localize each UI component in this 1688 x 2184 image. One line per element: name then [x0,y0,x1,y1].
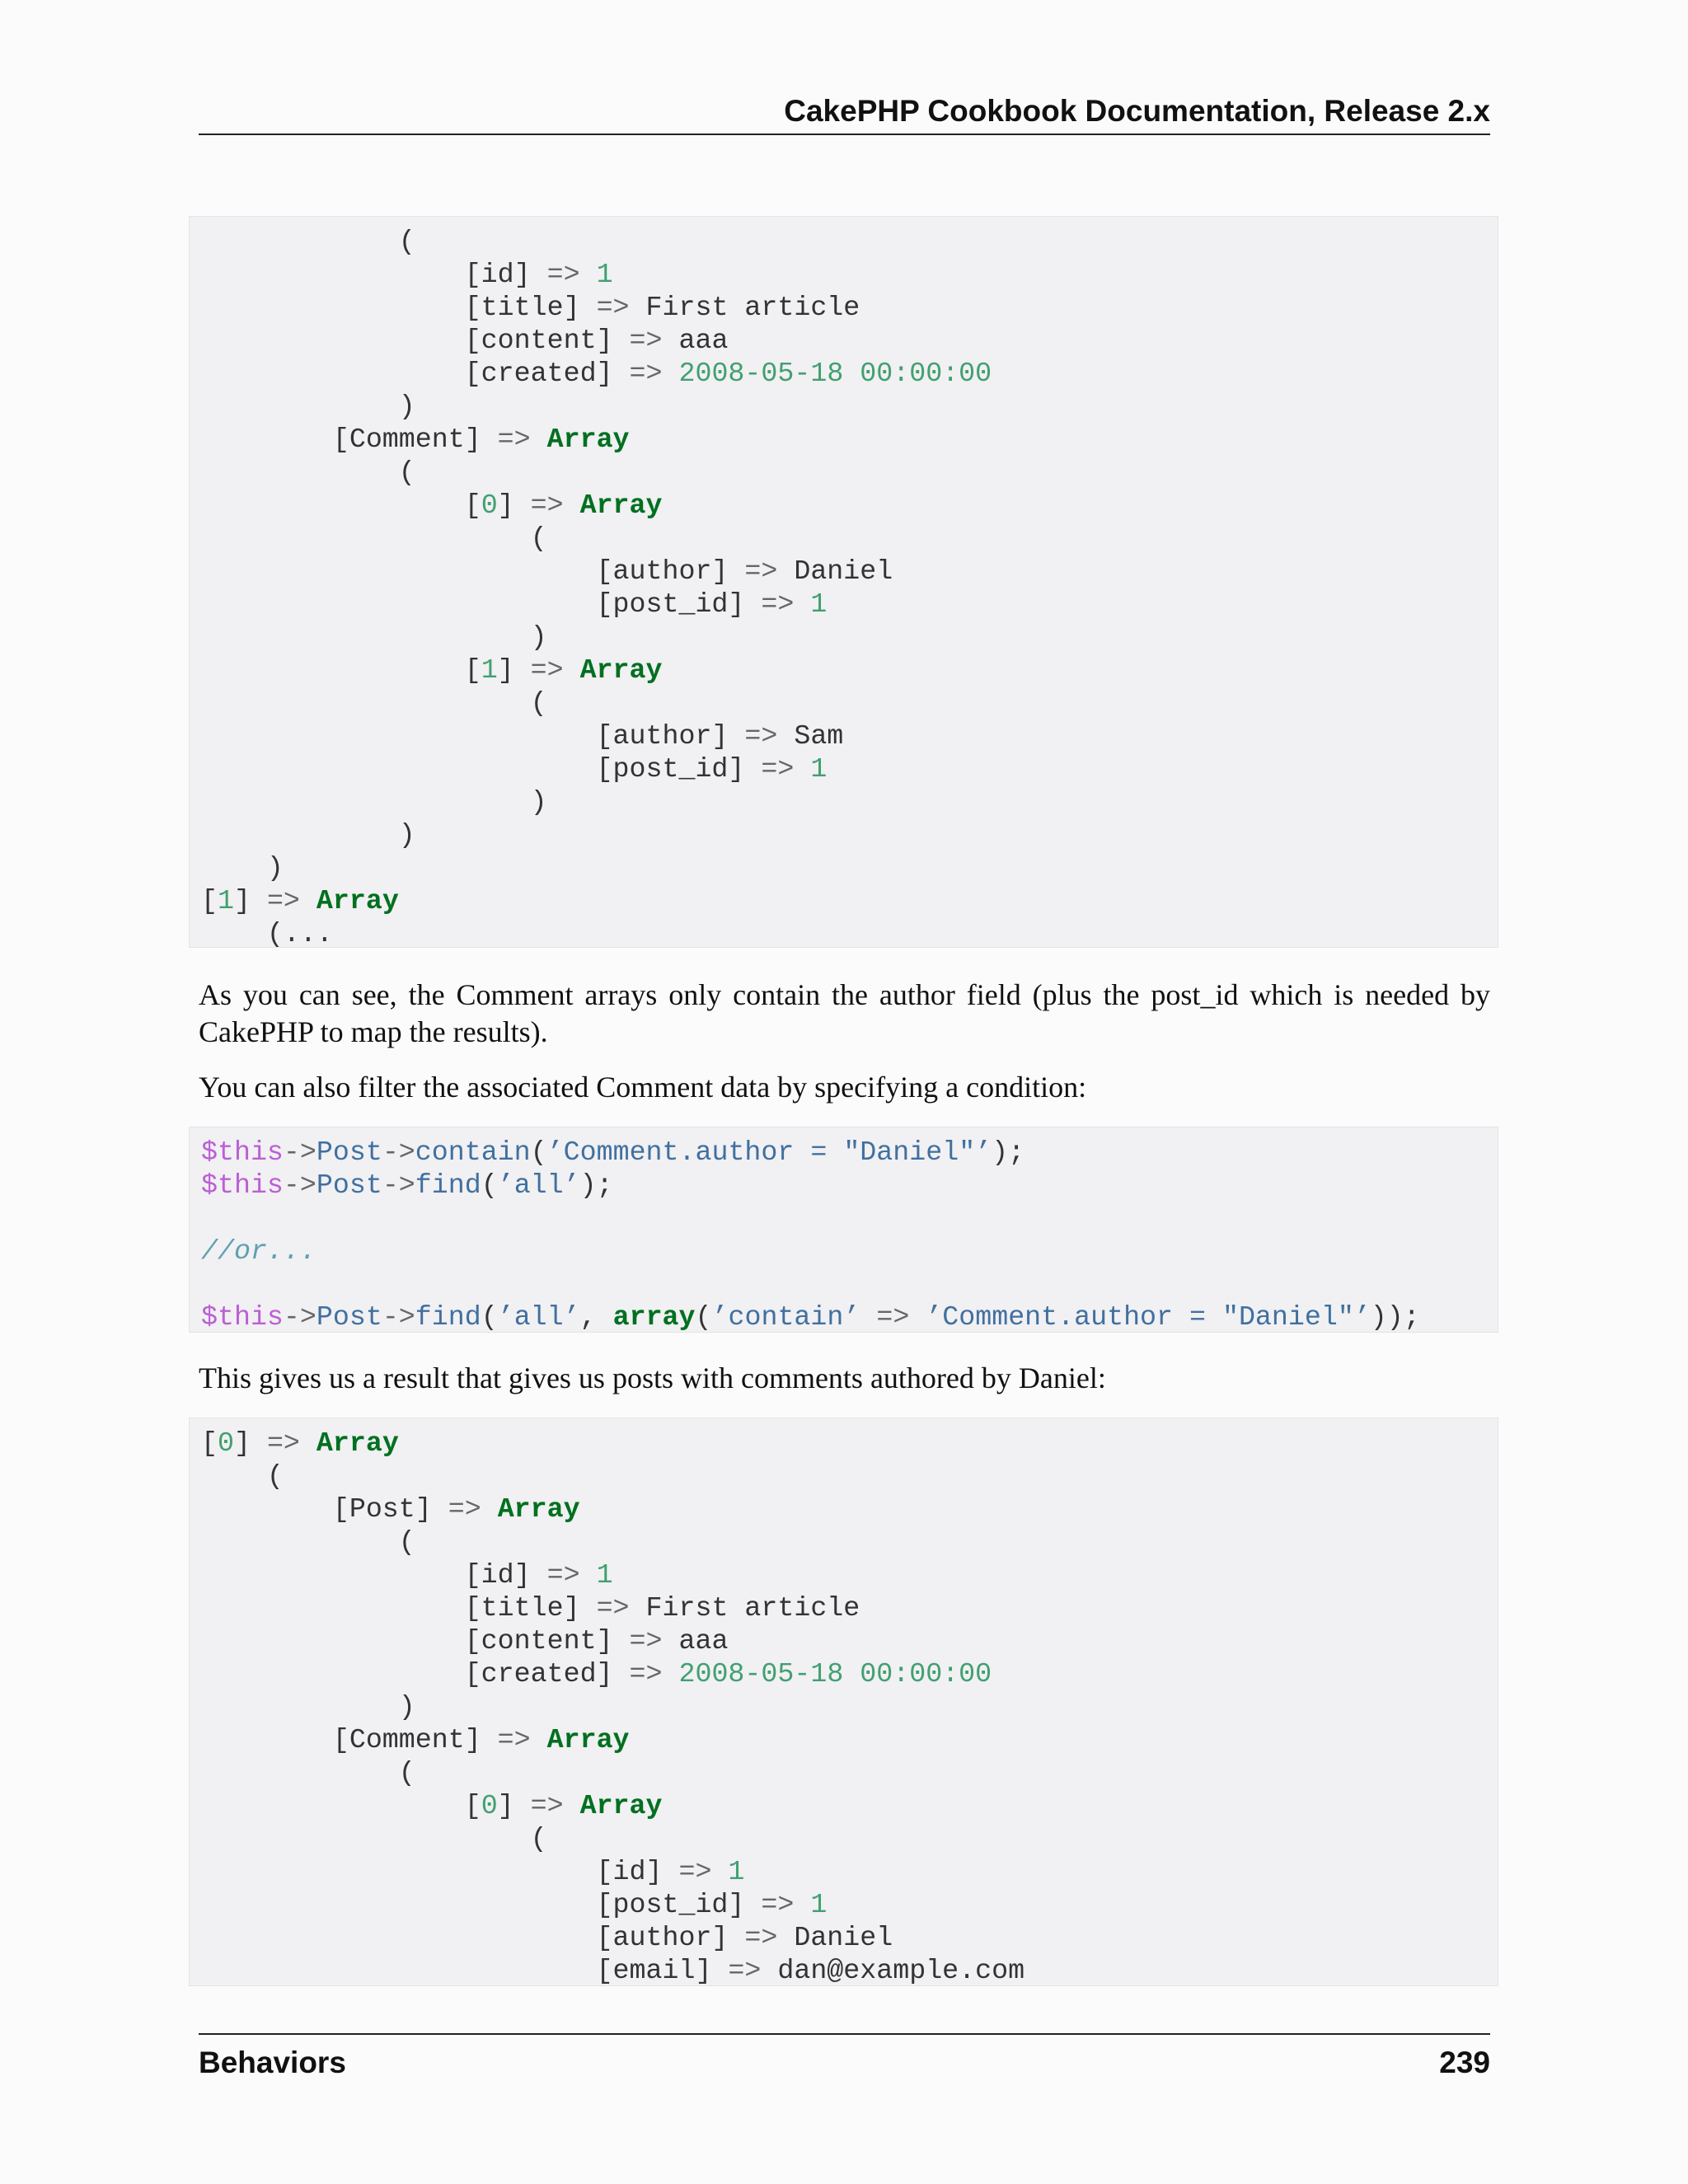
paragraph-1: As you can see, the Comment arrays only contain the author field (plus the post_id which is needed by CakePHP to map the results). [199,978,1490,1048]
code-line [201,259,613,290]
code-line [201,555,893,587]
code-token: Array [579,490,663,521]
code-line [201,1724,630,1755]
code-token: array [612,1301,696,1333]
code-token: => [629,358,663,389]
code-token [300,1427,316,1459]
code-token: 1 [810,753,828,785]
code-token: Daniel [777,1922,893,1953]
code-token: [email] [201,1955,729,1986]
code-token: [title] [201,1592,597,1624]
code-block-2 [189,1127,1498,1333]
code-token: //or... [201,1235,316,1267]
code-token: [post_id] [201,753,762,785]
code-token: [ [201,1790,481,1821]
code-token [580,1559,597,1591]
code-line [201,1526,415,1558]
code-line [201,621,547,653]
code-token: dan@example.com [761,1955,1025,1986]
code-token: [ [201,1427,218,1459]
code-token: [author] [201,720,745,752]
code-token: => [266,1427,300,1459]
code-line [201,885,399,916]
code-token: Array [316,1427,399,1459]
code-token: => [728,1955,762,1986]
code-token: => [546,259,580,290]
code-line [201,1592,860,1624]
code-token: => [678,1856,712,1887]
code-token: [title] [201,292,597,323]
code-token: ); [579,1169,613,1201]
code-token: [ [201,885,218,916]
code-line [201,1823,547,1854]
code-token [531,424,547,455]
code-token: ’Comment.author = "Daniel"’ [546,1137,992,1168]
code-line [201,325,728,356]
code-block-1-text [190,217,1498,948]
code-line [201,1427,399,1459]
code-token: [id] [201,259,547,290]
code-token: ] [233,885,267,916]
code-token: [ [201,654,481,686]
code-token: [ [201,490,481,521]
code-token: )); [1370,1301,1420,1333]
code-token [663,1658,679,1690]
code-line [201,1757,415,1788]
code-token: ] [497,654,531,686]
code-line [201,523,547,554]
code-token [564,1790,580,1821]
code-line [201,588,827,620]
code-token: [Post] [201,1493,448,1525]
code-token: 0 [481,490,498,521]
code-token: [post_id] [201,1889,762,1920]
code-token: => [546,1559,580,1591]
code-token: Array [546,424,630,455]
code-token: => [448,1493,481,1525]
code-token: Post [316,1169,382,1201]
code-token: ) [201,1691,415,1722]
code-line [201,226,415,257]
paragraph-3: This gives us a result that gives us posts with comments authored by Daniel: [199,1361,1106,1394]
code-token: 1 [217,885,234,916]
code-block-3 [189,1418,1498,1986]
code-token: -> [283,1169,316,1201]
code-token: [content] [201,1625,630,1657]
code-token: ’Comment.author = "Daniel"’ [926,1301,1371,1333]
code-token: (... [201,918,333,948]
code-line [201,1137,1025,1168]
code-token: Array [579,654,663,686]
code-token: contain [415,1137,531,1168]
code-token: First article [629,292,860,323]
code-token: [created] [201,1658,630,1690]
code-token: [author] [201,1922,745,1953]
code-token: ) [201,852,284,883]
code-line [201,292,860,323]
code-token: ( [201,1823,547,1854]
code-line [201,457,415,488]
code-token: Post [316,1137,382,1168]
page-header-title: CakePHP Cookbook Documentation, Release 2.x [784,94,1490,128]
code-token: ( [201,523,547,554]
code-token: 1 [810,588,828,620]
code-token: => [629,1658,663,1690]
code-line [201,918,333,948]
code-token: => [629,1625,663,1657]
code-token: -> [283,1301,316,1333]
code-token: First article [629,1592,860,1624]
code-token: ’all’ [497,1301,580,1333]
code-block-2-text [190,1127,1498,1333]
code-token: => [761,753,795,785]
code-token: $this [201,1169,284,1201]
code-line [201,391,415,422]
code-token: [content] [201,325,630,356]
code-block-3-text [190,1418,1498,1986]
code-token: ] [233,1427,267,1459]
code-token: => [744,720,778,752]
code-token [663,358,679,389]
code-token: [id] [201,1559,547,1591]
code-line [201,1559,613,1591]
code-token: ( [201,1460,284,1492]
code-token: [created] [201,358,630,389]
code-line [201,1235,316,1267]
code-line [201,654,663,686]
code-line [201,1301,1420,1333]
code-token: Sam [777,720,844,752]
code-token: ); [992,1137,1025,1168]
code-token: ) [201,786,547,818]
code-line [201,1889,827,1920]
code-token: 1 [728,1856,745,1887]
code-token: ’contain’ [711,1301,860,1333]
code-line [201,687,547,719]
code-token: ] [497,490,531,521]
code-token: => [876,1301,910,1333]
code-token: aaa [662,1625,729,1657]
code-line [201,786,547,818]
code-token: ( [481,1169,498,1201]
code-line [201,1955,1025,1986]
header-rule [199,134,1490,135]
code-line [201,1169,613,1201]
code-token: 0 [217,1427,234,1459]
code-token: $this [201,1137,284,1168]
code-token: ) [201,819,415,851]
code-token: ( [201,226,415,257]
code-token [860,1301,876,1333]
code-token: [id] [201,1856,679,1887]
code-token [580,259,597,290]
code-line [201,1493,580,1525]
code-line [201,1856,744,1887]
code-token: , [579,1301,613,1333]
code-token: => [761,588,795,620]
code-token: Array [579,1790,663,1821]
code-token: => [744,1922,778,1953]
code-token: => [497,1724,531,1755]
code-token: [Comment] [201,424,498,455]
code-token: -> [382,1301,415,1333]
code-token [794,1889,810,1920]
code-token: ( [201,687,547,719]
code-token: ( [201,457,415,488]
code-token: ( [201,1757,415,1788]
code-token: [Comment] [201,1724,498,1755]
code-token: Daniel [777,555,893,587]
code-token: ( [201,1526,415,1558]
code-token: -> [382,1169,415,1201]
code-token: ( [530,1137,547,1168]
code-token: 1 [481,654,498,686]
code-token: => [530,490,564,521]
code-token: Array [497,1493,580,1525]
code-token [794,753,810,785]
code-token: => [596,1592,630,1624]
code-line [201,358,992,389]
code-token: 2008-05-18 00:00:00 [678,358,992,389]
code-token [300,885,316,916]
code-token: 2008-05-18 00:00:00 [678,1658,992,1690]
code-token [909,1301,926,1333]
code-token [564,654,580,686]
code-token: Array [316,885,399,916]
code-line [201,424,630,455]
code-token: ] [497,1790,531,1821]
code-token: 1 [596,1559,613,1591]
code-token: 0 [481,1790,498,1821]
page-footer [199,2042,1490,2083]
code-token: aaa [662,325,729,356]
code-token: => [497,424,531,455]
code-line [201,1922,893,1953]
footer-section-title: Behaviors [199,2046,346,2079]
code-token [531,1724,547,1755]
code-token: => [266,885,300,916]
code-token: 1 [596,259,613,290]
code-token: Post [316,1301,382,1333]
code-token: => [596,292,630,323]
code-line [201,490,663,521]
code-line [201,1691,415,1722]
code-token: -> [382,1137,415,1168]
code-line [201,753,827,785]
code-token: => [629,325,663,356]
code-token: ( [695,1301,712,1333]
code-token: Array [546,1724,630,1755]
code-line [201,1460,284,1492]
code-token [794,588,810,620]
code-line [201,1625,728,1657]
code-token: find [415,1169,481,1201]
code-token: [author] [201,555,745,587]
code-token: [post_id] [201,588,762,620]
code-line [201,1790,663,1821]
code-line [201,819,415,851]
code-token: $this [201,1301,284,1333]
code-token [564,490,580,521]
footer-rule [199,2033,1490,2035]
paragraph-2: You can also filter the associated Comment data by specifying a condition: [199,1071,1087,1104]
code-line [201,720,843,752]
code-token: => [761,1889,795,1920]
code-token: -> [283,1137,316,1168]
code-token [481,1493,498,1525]
code-token: => [744,555,778,587]
code-token: ( [481,1301,498,1333]
code-token: ) [201,621,547,653]
code-token: 1 [810,1889,828,1920]
code-block-1 [189,216,1498,948]
code-line [201,1658,992,1690]
code-token: ) [201,391,415,422]
footer-page-number: 239 [1439,2046,1490,2079]
code-token [711,1856,728,1887]
code-token: find [415,1301,481,1333]
code-line [201,852,284,883]
code-token: ’all’ [497,1169,580,1201]
code-token: => [530,1790,564,1821]
code-token: => [530,654,564,686]
